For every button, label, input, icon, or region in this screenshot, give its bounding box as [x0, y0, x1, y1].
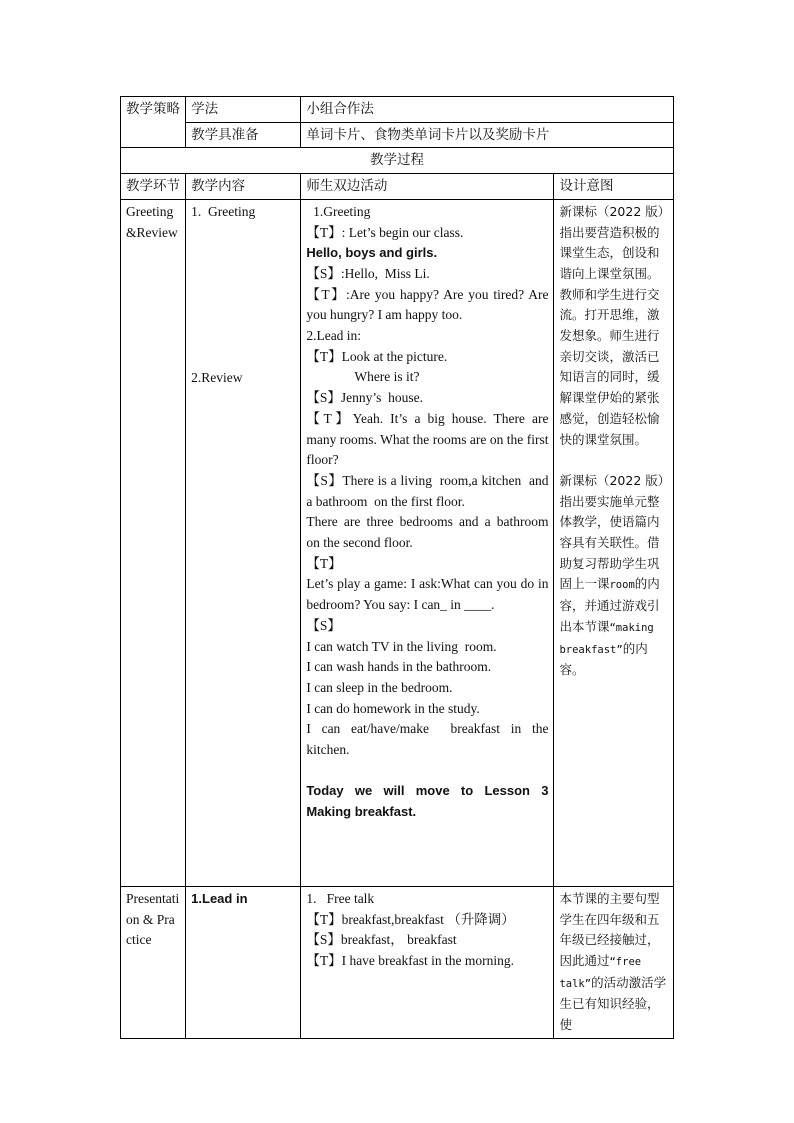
- materials-label-cell: [186, 122, 301, 148]
- activity-line: 【T】: Let’s begin our class.: [306, 224, 464, 240]
- activity-line: I can watch TV in the living room.: [306, 638, 497, 654]
- lesson-plan-document: [120, 96, 674, 1039]
- activity-line: 【T】:Are you happy? Are you tired? Are you hungry? I am happy too.: [306, 286, 552, 323]
- method-label-cell: [186, 97, 301, 123]
- header-content: 教学内容: [186, 174, 301, 200]
- activity-line: 【S】:Hello, Miss Li.: [306, 265, 430, 281]
- activity-line: I can do homework in the study.: [306, 700, 480, 716]
- materials-value-cell: [301, 122, 674, 148]
- activity-line: I can wash hands in the bathroom.: [306, 659, 492, 675]
- header-stage: 教学环节: [121, 174, 186, 200]
- method-value-cell: [301, 97, 674, 123]
- process-title-row: [121, 148, 674, 174]
- activity-line: 【T】: [306, 555, 342, 571]
- intent-text: 新课标（2022 版）指出要营造积极的课堂生态，创设和谐向上课堂氛围。教师和学生进行交流。打开思维，激发想象。师生进行亲切交谈，激活已知语言的同时，缓解课堂伊始的紧张感觉，创造轻松愉快的课堂氛围。: [559, 203, 665, 447]
- presentation-row: [121, 886, 674, 1038]
- activity-line: 【S】breakfast， breakfast: [306, 932, 457, 948]
- greeting-intent-cell: [554, 199, 674, 886]
- header-activities: 师生双边活动: [301, 174, 554, 200]
- activity-line: 1. Free talk: [306, 890, 375, 906]
- activity-line: 1.Greeting: [306, 203, 371, 219]
- activity-line: 【T】I have breakfast in the morning.: [306, 952, 515, 968]
- presentation-stage-cell: [121, 886, 186, 1038]
- content-lead-in: 1.Lead in: [191, 890, 248, 906]
- process-title: 教学过程: [370, 152, 424, 168]
- strategy-label-cell: [121, 97, 186, 148]
- activity-line: Hello, boys and girls.: [306, 245, 438, 261]
- strategy-label: 教学策略: [126, 101, 180, 116]
- activity-line: 【S】There is a living room,a kitchen and a bathroom on the first floor.: [306, 472, 552, 509]
- presentation-intent-cell: [554, 886, 674, 1038]
- activity-line: Let’s play a game: I ask:What can you do in bedroom? You say: I can_ in ____.: [306, 576, 552, 613]
- greeting-activities-cell: [301, 199, 554, 886]
- activity-line: 2.Lead in:: [306, 328, 362, 344]
- intent-text: 本节课的主要句型学生在四年级和五年级已经接触过，因此通过“free talk”的活动激活学生已有知识经验，使: [559, 890, 667, 1033]
- activity-line: 【T】Yeah. It’s a big house. There are many rooms. What the rooms are on the first floor?: [306, 410, 552, 468]
- method-value: 小组合作法: [306, 101, 374, 116]
- materials-row: [121, 122, 674, 148]
- method-label: 学法: [191, 101, 219, 116]
- greeting-stage: Greeting &Review: [126, 203, 178, 240]
- process-title-cell: [121, 148, 674, 174]
- activity-line: 【S】Jenny’s house.: [306, 390, 423, 406]
- activity-line: 【S】: [306, 617, 341, 633]
- greeting-review-row: [121, 199, 674, 886]
- strategy-row: [121, 97, 674, 123]
- intent-text: 新课标（2022 版）指出要实施单元整体教学，使语篇内容具有关联性。借助复习帮助学生巩固上一课room的内容，并通过游戏引出本节课“making breakfast”的内容。: [559, 472, 665, 678]
- greeting-content-cell: [186, 199, 301, 886]
- activity-line: I can eat/have/make breakfast in the kitchen.: [306, 721, 552, 758]
- content-review: 2.Review: [191, 369, 243, 385]
- activity-line: 【T】Look at the picture.: [306, 348, 448, 364]
- presentation-content-cell: [186, 886, 301, 1038]
- materials-value: 单词卡片、食物类单词卡片以及奖励卡片: [306, 126, 550, 142]
- presentation-stage: Presentation & Practice: [126, 890, 180, 948]
- greeting-stage-cell: [121, 199, 186, 886]
- presentation-activities-cell: [301, 886, 554, 1038]
- activity-line: I can sleep in the bedroom.: [306, 679, 453, 695]
- activity-line: 【T】breakfast,breakfast （升降调）: [306, 911, 515, 927]
- content-greeting: 1. Greeting: [191, 203, 256, 219]
- activity-line: Where is it?: [354, 369, 420, 385]
- activity-line: There are three bedrooms and a bathroom on the second floor.: [306, 514, 552, 551]
- materials-label: 教学具准备: [191, 126, 259, 142]
- activity-line: Today we will move to Lesson 3 Making breakfast.: [306, 783, 553, 820]
- lesson-plan-table: [120, 96, 674, 1039]
- header-row: [121, 174, 674, 200]
- header-intent: 设计意图: [554, 174, 674, 200]
